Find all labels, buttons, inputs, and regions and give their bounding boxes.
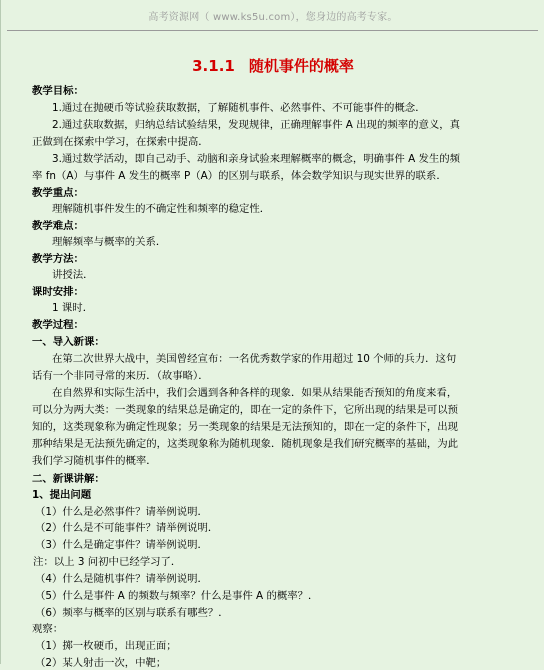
text-line: 1.通过在抛硬币等试验获取数据，了解随机事件、必然事件、不可能事件的概念． (52, 102, 426, 114)
title-text: 随机事件的概率 (248, 57, 354, 75)
section-heading: 1、提出问题 (32, 489, 92, 501)
text-line: 讲授法． (52, 269, 94, 281)
text-line: 在自然界和实际生活中，我们会遇到各种各样的现象．如果从结果能否预知的角度来看， (52, 387, 458, 399)
text-line: 那种结果是无法预先确定的，这类现象称为随机现象．随机现象是我们研究概率的基础，为此 (32, 438, 459, 450)
text-line: 1 课时． (52, 302, 94, 314)
text-line: （4）什么是随机事件？请举例说明． (35, 573, 208, 585)
text-line: （3）什么是确定事件？请举例说明． (35, 539, 208, 551)
text-line: 2.通过获取数据，归纳总结试验结果，发现规律，正确理解事件 A 出现的频率的意义，真 (52, 119, 461, 131)
text-line: 理解频率与概率的关系． (52, 236, 167, 248)
text-line: （1）掷一枚硬币，出现正面； (35, 640, 177, 652)
text-line: 知的，这类现象称为确定性现象；另一类现象的结果是无法预知的，即在一定的条件下，出现 (32, 421, 459, 433)
text-line: 正做到在探索中学习，在探索中提高． (32, 136, 209, 148)
text-line: 理解随机事件发生的不确定性和频率的稳定性． (52, 203, 271, 215)
text-line: 可以分为两大类：一类现象的结果总是确定的，即在一定的条件下，它所出现的结果是可以预 (32, 404, 459, 416)
text-line: 我们学习随机事件的概率． (32, 455, 157, 467)
section-heading: 教学难点： (32, 220, 84, 232)
text-line: （6）频率与概率的区别与联系有哪些？． (35, 607, 229, 619)
page-header: 高考资源网（ www.ks5u.com），您身边的高考专家。 (148, 12, 398, 23)
text-line: 话有一个非同寻常的来历．（故事略）． (32, 370, 209, 382)
section-heading: 教学目标： (32, 85, 84, 97)
section-heading: 二、新课讲解： (32, 473, 105, 485)
section-heading: 教学过程： (32, 319, 84, 331)
section-heading: 课时安排： (32, 286, 84, 298)
text-line: （1）什么是必然事件？请举例说明． (35, 506, 208, 518)
text-line: 观察： (32, 623, 64, 635)
section-heading: 教学重点： (32, 187, 84, 199)
text-line: 率 fn（A）与事件 A 发生的概率 P（A）的区别与联系，体会数学知识与现实世界的联系． (32, 170, 447, 182)
text-line: （2）什么是不可能事件？请举例说明． (35, 522, 219, 534)
text-line: （5）什么是事件 A 的频数与频率？什么是事件 A 的概率？． (35, 590, 319, 602)
title-number: 3.1.1 (192, 57, 235, 75)
header-divider (7, 30, 538, 31)
document-title (1, 55, 544, 76)
section-heading: 一、导入新课： (32, 336, 105, 348)
text-line: 在第二次世界大战中，美国曾经宣布：一名优秀数学家的作用超过 10 个师的兵力．这句 (52, 353, 457, 365)
text-line: （2）某人射击一次，中靶； (35, 657, 167, 669)
section-heading: 教学方法： (32, 253, 84, 265)
text-line: 注：以上 3 问初中已经学习了． (33, 556, 182, 568)
text-line: 3.通过数学活动，即自己动手、动脑和亲身试验来理解概率的概念，明确事件 A 发生的频 (52, 153, 461, 165)
